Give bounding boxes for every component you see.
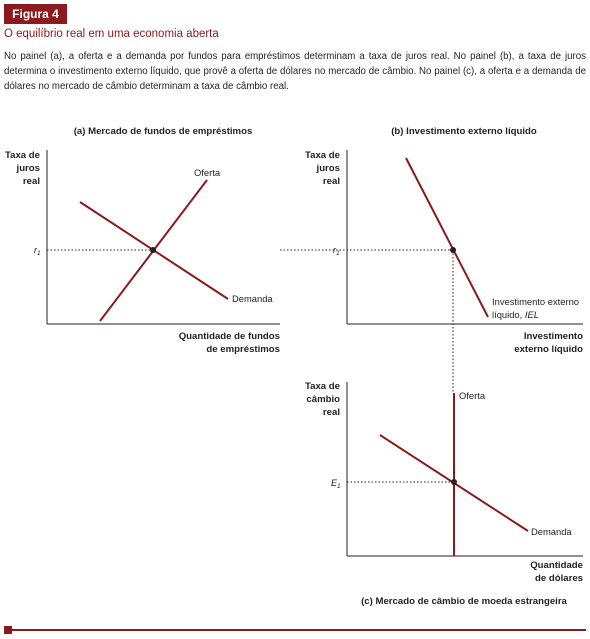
figure-caption: No painel (a), a oferta e a demanda por fundos para empréstimos determinam a taxa de juros real. No painel (b), a taxa de juros determina o investimento externo líquido, que provê a oferta de dólares no mercado de câmbio. No painel (c), a oferta e a demanda de dólares no mercado de câmbio determinam a taxa de câmbio real.: [4, 51, 586, 92]
panel-a-x-label-1: Quantidade de fundos: [178, 331, 280, 342]
panel-a-x-label-2: de empréstimos: [206, 344, 280, 355]
panel-c-supply-label: Oferta: [459, 390, 486, 401]
panel-b-x-label-1: Investimento: [523, 331, 583, 342]
panel-a-y-label-3: real: [22, 176, 40, 187]
panel-c-x-label-1: Quantidade: [530, 560, 583, 571]
panel-b-curve-label-1: Investimento externo: [492, 296, 580, 307]
panel-a-title: (a) Mercado de fundos de empréstimos: [73, 126, 253, 137]
panel-b-equilibrium-point: [450, 247, 456, 253]
panel-a-eq-label: $r_1$: [34, 245, 41, 257]
panel-b-y-label-3: real: [322, 176, 340, 187]
panel-a-y-label-2: juros: [16, 163, 40, 174]
panel-a-equilibrium-point: [150, 247, 156, 253]
panel-b-y-label-1: Taxa de: [304, 150, 340, 161]
panel-c-demand-label: Demanda: [531, 526, 572, 537]
panel-c-y-label-1: Taxa de: [304, 381, 340, 392]
panel-c-equilibrium-point: [451, 479, 457, 485]
panel-c-eq-label: $E_1$: [331, 478, 341, 490]
panel-c-y-label-3: real: [322, 407, 340, 418]
footer-rule: [6, 629, 586, 631]
panel-b-eq-label: $r_1$: [333, 245, 340, 257]
panel-a-y-label-1: Taxa de: [4, 150, 40, 161]
panel-c-x-label-2: de dólares: [535, 573, 583, 584]
panel-b-iel-curve: [406, 158, 488, 317]
panel-c-y-label-2: câmbio: [306, 394, 340, 405]
footer-square-marker: [4, 626, 12, 634]
panel-a-supply-label: Oferta: [194, 167, 221, 178]
panel-a: [5, 126, 280, 355]
figure-title: O equilíbrio real em uma economia aberta: [4, 28, 219, 40]
panel-b-x-label-2: externo líquido: [514, 344, 583, 355]
panel-b: [280, 126, 583, 393]
panel-c-title: (c) Mercado de câmbio de moeda estrangeira: [361, 596, 567, 607]
panel-b-y-label-2: juros: [316, 163, 340, 174]
panel-c: [305, 381, 583, 607]
panel-b-curve-label-2: líquido, IEL: [492, 309, 539, 320]
panel-b-title: (b) Investimento externo líquido: [391, 126, 537, 137]
figure-tag: Figura 4: [4, 4, 67, 24]
panel-a-demand-label: Demanda: [232, 293, 273, 304]
